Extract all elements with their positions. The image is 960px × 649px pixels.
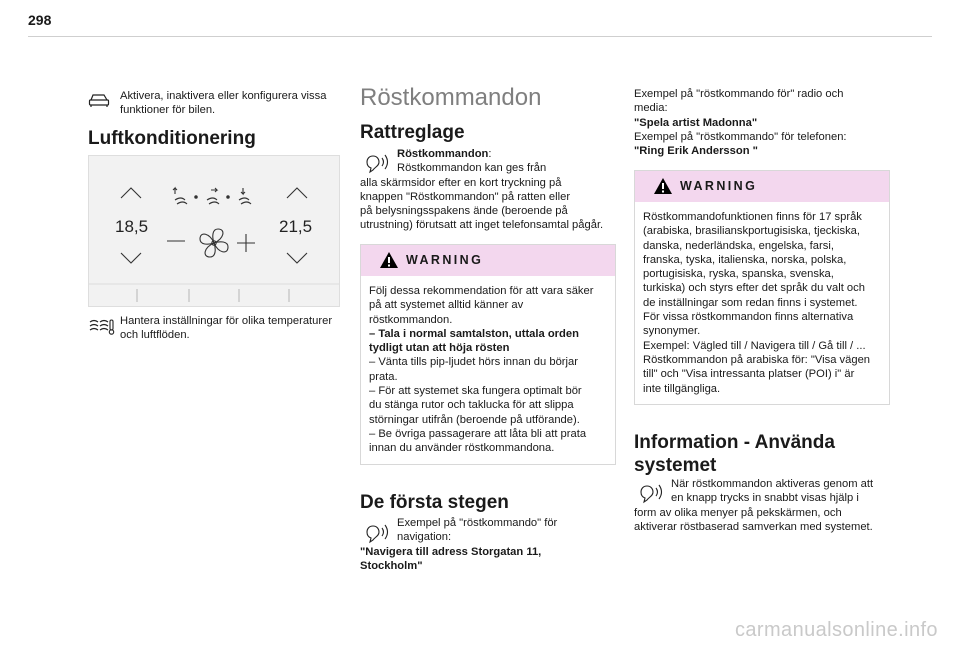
info-line: aktiverar röstbaserad samverkan med systemet.: [634, 520, 873, 533]
car-settings-text: Aktivera, inaktivera eller konfigurera vissa funktioner för bilen.: [120, 90, 327, 117]
climate-control-panel: [88, 155, 340, 307]
nav-line-bold: Stockholm": [360, 559, 423, 572]
example-line: Exempel på "röstkommando" för telefonen:: [634, 130, 847, 143]
warning-line: turkiska) och styrs efter det språk du valt och: [643, 282, 865, 295]
temperature-airflow-icon: [88, 318, 116, 336]
section-heading-forsta-stegen: De första stegen: [360, 492, 509, 513]
info-line: När röstkommandon aktiveras genom att: [671, 478, 874, 490]
nav-line-bold: "Navigera till adress Storgatan 11,: [360, 545, 542, 558]
voice-line: på belysningsspakens ände (beroende på: [360, 205, 568, 218]
voice-command-paragraph: [360, 147, 622, 233]
warning-triangle-icon: [379, 251, 399, 274]
warning-line: danska, nederländska, engelska, farsi,: [643, 239, 834, 252]
warning-line: portugisiska, ryska, spanska, svenska,: [643, 268, 834, 281]
voice-line: alla skärmsidor efter en kort tryckning på: [360, 176, 562, 189]
warning-line: Röstkommandofunktionen finns för 17 språk: [643, 211, 862, 223]
warning-line: (arabiska, brasilianskportugisiska, tjeckiska,: [643, 225, 860, 238]
fan-icon: [200, 229, 228, 257]
voice-line: Röstkommandon kan ges från: [397, 162, 547, 175]
airflow-mode-icons: [173, 188, 251, 204]
heading-line: systemet: [634, 455, 717, 476]
temp-right-value: 21,5: [279, 217, 313, 236]
information-paragraph: [634, 477, 896, 534]
warning-box-1: [360, 244, 616, 465]
info-line: form av olika menyer på pekskärmen, och: [634, 506, 842, 519]
page-number: 298: [28, 12, 52, 28]
temp-right-down-icon: [287, 253, 307, 263]
warning-body: [361, 276, 615, 464]
warning-body: [635, 202, 889, 404]
voice-line: utrustning) förutsatt att inget telefonsamtal pågår.: [360, 219, 604, 232]
warning-line: innan du använder röstkommandona.: [369, 442, 555, 455]
heading-line: Information - Använda: [634, 432, 835, 453]
warning-line: du stänga rutor och taklucka för att slippa: [369, 399, 574, 412]
temp-left-up-icon: [121, 188, 141, 198]
page-title-rostkommandon: Röstkommandon: [360, 84, 542, 111]
warning-line: – För att systemet ska fungera optimalt bör: [369, 385, 582, 398]
voice-command-label: Röstkommandon: [397, 148, 489, 160]
warning-line: till" och "Visa intressanta platser (POI) i" är: [643, 368, 855, 381]
warning-title: WARNING: [680, 179, 758, 193]
warning-line: Exempel: Vägled till / Navigera till / Gå till / ...: [643, 339, 866, 352]
radio-phone-examples: [634, 87, 896, 158]
warning-line: Röstkommandon på arabiska för: "Visa vägen: [643, 353, 871, 366]
warning-triangle-icon: [653, 177, 673, 200]
nav-line: Exempel på "röstkommando" för: [397, 517, 558, 529]
warning-line: de inställningar som redan finns i systemet.: [643, 296, 858, 309]
warning-header: [635, 171, 889, 202]
header-divider: [28, 36, 932, 37]
section-heading-luftkonditionering: Luftkonditionering: [88, 128, 256, 149]
warning-box-2: [634, 170, 890, 405]
warning-line: inte tillgängliga.: [643, 382, 721, 395]
section-heading-rattreglage: Rattreglage: [360, 122, 465, 143]
warning-line-bold: tydligt utan att höja rösten: [369, 342, 510, 355]
temperature-airflow-text: Hantera inställningar för olika temperaturer och luftflöden.: [120, 315, 333, 342]
navigation-example: [360, 516, 622, 573]
watermark: carmanualsonline.info: [735, 619, 938, 641]
warning-line: För vissa röstkommandon finns alternativa: [643, 311, 854, 324]
example-line-bold: "Spela artist Madonna": [634, 116, 758, 129]
example-line: Exempel på "röstkommando för" radio och: [634, 88, 844, 100]
info-line: en knapp trycks in snabbt visas hjälp i: [671, 492, 859, 505]
warning-line: störningar utifrån (beroende på utförande).: [369, 413, 580, 426]
temp-right-up-icon: [287, 188, 307, 198]
warning-line: prata.: [369, 370, 398, 383]
warning-line: Följ dessa rekommendation för att vara säker: [369, 285, 594, 297]
fan-plus-icon: [237, 234, 255, 252]
warning-line-bold: – Tala i normal samtalston, uttala orden: [369, 327, 579, 340]
temp-left-down-icon: [121, 253, 141, 263]
voice-line: knappen "Röstkommandon" på ratten eller: [360, 190, 571, 203]
nav-line: navigation:: [397, 531, 452, 544]
warning-line: – Be övriga passagerare att låta bli att prata: [369, 427, 587, 440]
warning-header: [361, 245, 615, 276]
example-line-bold: "Ring Erik Andersson ": [634, 145, 758, 158]
section-heading-information: [634, 431, 835, 477]
warning-line: – Vänta tills pip-ljudet hörs innan du börjar: [369, 356, 578, 369]
temp-left-value: 18,5: [115, 217, 149, 236]
car-icon: [88, 92, 110, 108]
warning-title: WARNING: [406, 253, 484, 267]
example-line: media:: [634, 102, 668, 115]
warning-line: röstkommandon.: [369, 313, 453, 326]
warning-line: på att systemet alltid känner av: [369, 299, 524, 312]
warning-line: franska, tyska, italienska, norska, polska,: [643, 253, 847, 266]
warning-line: synonymer.: [643, 325, 701, 338]
voice-command-colon: :: [488, 148, 492, 160]
